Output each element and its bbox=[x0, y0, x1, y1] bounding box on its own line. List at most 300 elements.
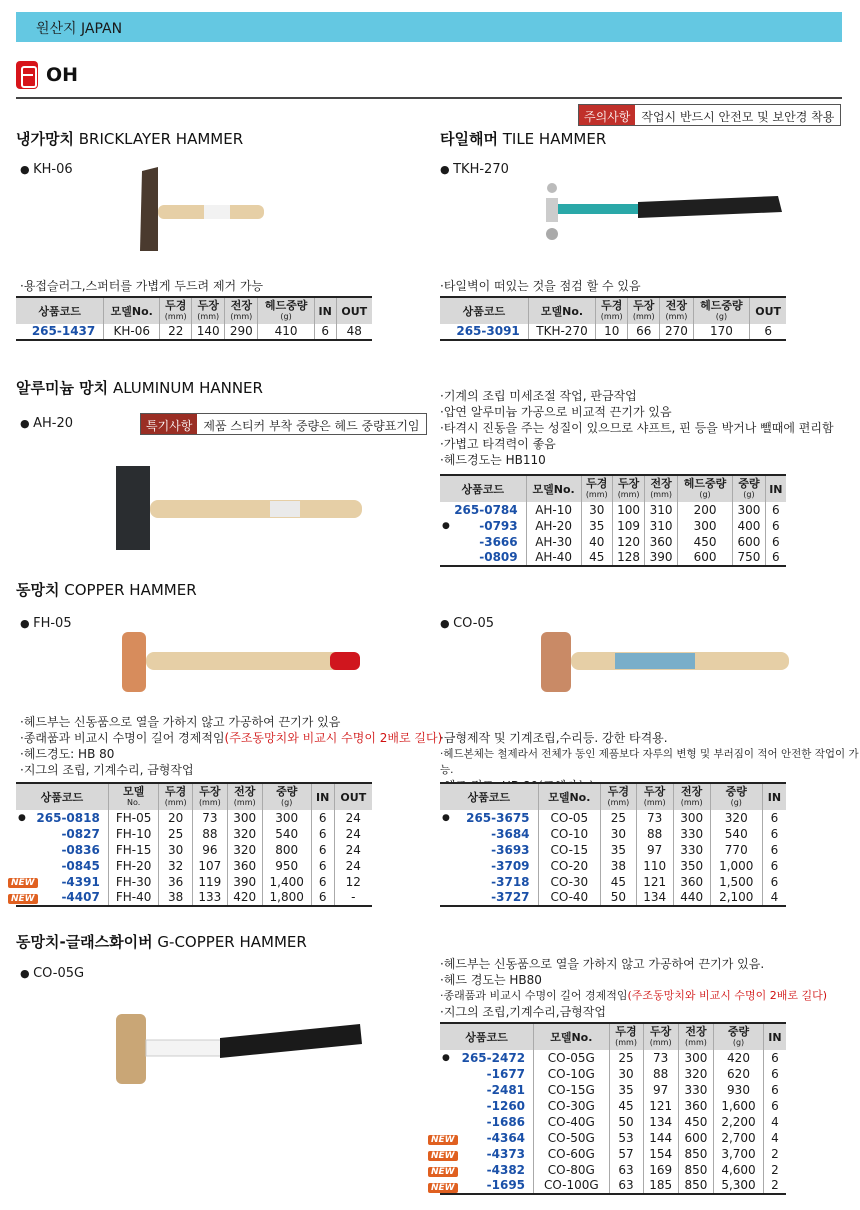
column-header: 두장 (mm) bbox=[192, 783, 227, 810]
table-cell: TKH-270 bbox=[528, 324, 595, 340]
table-row bbox=[440, 1066, 786, 1082]
table-cell: -3666 bbox=[479, 534, 518, 549]
table-cell: 770 bbox=[710, 842, 762, 858]
table-row bbox=[440, 842, 786, 858]
spec-table-aluminum bbox=[440, 474, 786, 567]
brand bbox=[16, 60, 78, 90]
table-cell: 200 bbox=[677, 502, 732, 518]
model-co05g: ● CO-05G bbox=[20, 966, 84, 981]
table-cell: 265-3091 bbox=[456, 324, 520, 338]
spec-table-copper-co bbox=[440, 782, 786, 907]
notes-copper-left bbox=[20, 714, 442, 778]
table-cell: -1677 bbox=[486, 1066, 526, 1081]
table-cell: 45 bbox=[609, 1098, 643, 1114]
spec-table-copper-fh bbox=[16, 782, 372, 907]
column-header: OUT bbox=[750, 297, 786, 324]
column-header: 두장 (mm) bbox=[628, 297, 660, 324]
table-cell: 133 bbox=[192, 890, 227, 906]
table-cell: 24 bbox=[334, 810, 372, 826]
table-cell: 97 bbox=[636, 842, 673, 858]
table-row bbox=[16, 858, 372, 874]
table-cell: ● 265-0818 bbox=[16, 810, 108, 826]
column-header: 상품코드 bbox=[16, 783, 108, 810]
table-cell: CO-30 bbox=[538, 874, 601, 890]
spec-table-glass bbox=[440, 1022, 786, 1195]
table-cell: 300 bbox=[678, 1050, 713, 1066]
table-cell: 300 bbox=[677, 518, 732, 534]
table-cell: 600 bbox=[677, 550, 732, 566]
table-cell: 36 bbox=[159, 874, 193, 890]
table-cell: CO-10 bbox=[538, 826, 601, 842]
column-header: 두장 (mm) bbox=[612, 475, 645, 502]
column-header: 헤드중량 (g) bbox=[693, 297, 750, 324]
bricklayer-hammer-image bbox=[130, 163, 270, 258]
table-cell: 6 bbox=[311, 826, 334, 842]
column-header: 모델No. bbox=[538, 783, 601, 810]
table-header-row bbox=[440, 297, 786, 324]
column-header: 중량 (g) bbox=[733, 475, 766, 502]
column-header: 상품코드 bbox=[440, 297, 528, 324]
table-cell: FH-05 bbox=[108, 810, 159, 826]
table-cell: 6 bbox=[311, 890, 334, 906]
title-en: G-COPPER HAMMER bbox=[152, 933, 307, 951]
table-cell: 2,700 bbox=[714, 1130, 764, 1146]
table-cell: 35 bbox=[581, 518, 612, 534]
table-cell: 6 bbox=[765, 550, 786, 566]
table-cell: 6 bbox=[763, 1098, 786, 1114]
table-cell: 88 bbox=[636, 826, 673, 842]
table-cell: 6 bbox=[763, 1082, 786, 1098]
new-badge: NEW bbox=[428, 1167, 458, 1177]
table-cell: CO-15G bbox=[534, 1082, 610, 1098]
table-cell: FH-40 bbox=[108, 890, 159, 906]
table-cell: 440 bbox=[673, 890, 710, 906]
note-text: ·종래품과 비교시 수명이 길어 경제적임 bbox=[20, 731, 225, 745]
table-cell: 57 bbox=[609, 1146, 643, 1162]
table-cell: 73 bbox=[643, 1050, 678, 1066]
copper-hammer-fh05-image bbox=[118, 628, 368, 696]
table-cell: 6 bbox=[762, 874, 786, 890]
table-cell: 35 bbox=[609, 1082, 643, 1098]
table-cell: 30 bbox=[609, 1066, 643, 1082]
note-text: ·종래품과 비교시 수명이 길어 경제적임 bbox=[440, 989, 628, 1002]
table-cell: -4382 bbox=[486, 1162, 526, 1177]
table-cell: 2 bbox=[763, 1146, 786, 1162]
column-header: OUT bbox=[334, 783, 372, 810]
note-line: ·타격시 진동을 주는 성질이 있으므로 샤프트, 핀 등을 박거나 뺄때에 편리함 bbox=[440, 421, 834, 435]
table-cell: 320 bbox=[227, 826, 262, 842]
title-ko: 타일해머 bbox=[440, 130, 498, 148]
table-cell: -4373 bbox=[486, 1146, 526, 1161]
table-cell: FH-15 bbox=[108, 842, 159, 858]
table-header-row bbox=[16, 783, 372, 810]
table-cell: CO-50G bbox=[534, 1130, 610, 1146]
note-bricklayer: ·용접슬러그,스퍼터를 가볍게 두드려 제거 가능 bbox=[20, 279, 264, 293]
title-ko: 알루미늄 망치 bbox=[16, 379, 109, 397]
column-header: 전장 (mm) bbox=[660, 297, 693, 324]
table-cell: 950 bbox=[262, 858, 311, 874]
table-cell: 420 bbox=[714, 1050, 764, 1066]
table-cell: 450 bbox=[677, 534, 732, 550]
section-title-bricklayer bbox=[16, 128, 243, 149]
column-header: 헤드중량 (g) bbox=[258, 297, 314, 324]
table-cell: 6 bbox=[763, 1050, 786, 1066]
table-cell: KH-06 bbox=[104, 324, 160, 340]
note-line: ·헤드경도는 HB110 bbox=[440, 453, 546, 467]
table-cell: 400 bbox=[733, 518, 766, 534]
column-header: 두장 (mm) bbox=[636, 783, 673, 810]
table-row bbox=[16, 890, 372, 906]
column-header: IN bbox=[311, 783, 334, 810]
column-header: IN bbox=[763, 1023, 786, 1050]
column-header: 두경 (mm) bbox=[601, 783, 637, 810]
table-cell: 66 bbox=[628, 324, 660, 340]
tile-hammer-image bbox=[538, 178, 788, 244]
special-text: 제품 스티커 부착 중량은 헤드 중량표기임 bbox=[197, 414, 425, 434]
column-header: 두경 (mm) bbox=[596, 297, 628, 324]
table-cell: 50 bbox=[601, 890, 637, 906]
column-header: 두경 (mm) bbox=[159, 783, 193, 810]
table-row bbox=[440, 874, 786, 890]
table-row bbox=[16, 324, 372, 340]
new-badge: NEW bbox=[8, 894, 38, 904]
table-cell: 35 bbox=[601, 842, 637, 858]
table-cell: 5,300 bbox=[714, 1178, 764, 1194]
column-header: 전장 (mm) bbox=[225, 297, 258, 324]
table-cell: -2481 bbox=[486, 1082, 526, 1097]
table-cell: -1260 bbox=[486, 1098, 526, 1113]
note-line: ·금형제작 및 기계조립,수리등. 강한 타격용. bbox=[440, 731, 668, 745]
section-title-aluminum bbox=[16, 377, 263, 398]
note-line: ·헤드부는 신동품으로 열을 가하지 않고 가공하여 끈기가 있음 bbox=[20, 715, 341, 729]
table-cell: CO-10G bbox=[534, 1066, 610, 1082]
table-cell: 850 bbox=[678, 1178, 713, 1194]
column-header: 모델 No. bbox=[108, 783, 159, 810]
table-cell: 330 bbox=[678, 1082, 713, 1098]
column-header: 중량 (g) bbox=[714, 1023, 764, 1050]
table-cell: CO-40 bbox=[538, 890, 601, 906]
table-row bbox=[440, 534, 786, 550]
table-cell: 12 bbox=[334, 874, 372, 890]
glass-copper-hammer-image bbox=[110, 1010, 370, 1090]
table-cell: 73 bbox=[192, 810, 227, 826]
table-row bbox=[440, 1114, 786, 1130]
table-cell: -4364 bbox=[486, 1130, 526, 1145]
note-red-text: (주조동망치와 비교시 수명이 2배로 길다) bbox=[627, 989, 828, 1002]
table-row bbox=[16, 810, 372, 826]
note-line: ·헤드경도: HB 80 bbox=[20, 747, 115, 761]
table-cell: 45 bbox=[581, 550, 612, 566]
table-cell: 1,500 bbox=[710, 874, 762, 890]
table-cell: 1,600 bbox=[714, 1098, 764, 1114]
table-row bbox=[440, 1146, 786, 1162]
table-cell: 6 bbox=[750, 324, 786, 340]
title-ko: 동망치 bbox=[16, 581, 60, 599]
table-cell: 540 bbox=[710, 826, 762, 842]
table-cell: -3693 bbox=[491, 842, 530, 857]
table-cell: -1686 bbox=[486, 1114, 526, 1129]
table-cell: 24 bbox=[334, 842, 372, 858]
table-cell: 134 bbox=[636, 890, 673, 906]
oh-logo-icon bbox=[16, 61, 38, 89]
table-row bbox=[16, 826, 372, 842]
column-header: 모델No. bbox=[534, 1023, 610, 1050]
table-cell: 110 bbox=[636, 858, 673, 874]
note-line: ·압연 알루미늄 가공으로 비교적 끈기가 있음 bbox=[440, 405, 672, 419]
table-cell: AH-20 bbox=[526, 518, 581, 534]
table-cell: 30 bbox=[601, 826, 637, 842]
table-cell: -3718 bbox=[491, 874, 530, 889]
new-badge: NEW bbox=[428, 1151, 458, 1161]
model-fh05: ● FH-05 bbox=[20, 616, 72, 631]
table-header-row bbox=[440, 1023, 786, 1050]
table-row bbox=[16, 842, 372, 858]
table-cell: 6 bbox=[765, 518, 786, 534]
table-cell: 2 bbox=[763, 1178, 786, 1194]
table-cell: CO-05 bbox=[538, 810, 601, 826]
table-cell: 6 bbox=[314, 324, 336, 340]
table-row bbox=[440, 1162, 786, 1178]
note-line: ·지그의 조립,기계수리,금형작업 bbox=[440, 1005, 606, 1019]
table-cell: 30 bbox=[159, 842, 193, 858]
model-kh06: ● KH-06 bbox=[20, 162, 73, 177]
table-cell: 48 bbox=[336, 324, 372, 340]
table-cell: CO-30G bbox=[534, 1098, 610, 1114]
table-cell: 134 bbox=[643, 1114, 678, 1130]
brand-name: OH bbox=[46, 64, 79, 86]
table-cell: 25 bbox=[601, 810, 637, 826]
table-cell: 360 bbox=[227, 858, 262, 874]
table-cell: -0845 bbox=[61, 858, 100, 873]
table-cell: 121 bbox=[643, 1098, 678, 1114]
special-tag: 특기사항 bbox=[141, 414, 197, 434]
table-cell: 300 bbox=[733, 502, 766, 518]
caution-tag: 주의사항 bbox=[579, 105, 635, 125]
table-cell: 119 bbox=[192, 874, 227, 890]
table-cell: 6 bbox=[762, 842, 786, 858]
table-cell: 50 bbox=[609, 1114, 643, 1130]
table-cell: 300 bbox=[262, 810, 311, 826]
table-header-row bbox=[440, 475, 786, 502]
table-cell: 40 bbox=[581, 534, 612, 550]
table-cell: 6 bbox=[762, 858, 786, 874]
note-line-economical bbox=[440, 988, 827, 1004]
table-cell: 144 bbox=[643, 1130, 678, 1146]
caution-notice bbox=[578, 104, 841, 126]
table-row bbox=[440, 890, 786, 906]
table-cell: 30 bbox=[581, 502, 612, 518]
divider bbox=[16, 97, 842, 99]
table-cell: 170 bbox=[693, 324, 750, 340]
table-cell: 6 bbox=[762, 826, 786, 842]
model-tkh270: ● TKH-270 bbox=[440, 162, 509, 177]
table-cell: 265-0784 bbox=[454, 502, 518, 517]
table-cell: -3727 bbox=[491, 890, 530, 904]
table-cell: 73 bbox=[636, 810, 673, 826]
column-header: 헤드중량 (g) bbox=[677, 475, 732, 502]
table-row bbox=[440, 810, 786, 826]
column-header: IN bbox=[314, 297, 336, 324]
table-cell: 6 bbox=[311, 858, 334, 874]
section-title-glass bbox=[16, 931, 307, 952]
table-cell: 3,700 bbox=[714, 1146, 764, 1162]
table-cell: 128 bbox=[612, 550, 645, 566]
note-line: ·가볍고 타격력이 좋음 bbox=[440, 437, 556, 451]
table-header-row bbox=[16, 297, 372, 324]
table-cell: CO-60G bbox=[534, 1146, 610, 1162]
column-header: 상품코드 bbox=[440, 475, 526, 502]
table-cell: 360 bbox=[678, 1098, 713, 1114]
table-cell: CO-20 bbox=[538, 858, 601, 874]
table-cell: 100 bbox=[612, 502, 645, 518]
table-cell: 320 bbox=[678, 1066, 713, 1082]
title-en: TILE HAMMER bbox=[497, 130, 607, 148]
column-header: 전장 (mm) bbox=[678, 1023, 713, 1050]
table-row bbox=[440, 1178, 786, 1194]
table-cell: 96 bbox=[192, 842, 227, 858]
note-line-economical bbox=[20, 730, 442, 746]
table-cell: 850 bbox=[678, 1146, 713, 1162]
table-cell: 1,000 bbox=[710, 858, 762, 874]
table-row bbox=[440, 324, 786, 340]
column-header: 모델No. bbox=[526, 475, 581, 502]
table-cell: 330 bbox=[673, 842, 710, 858]
table-cell: 390 bbox=[645, 550, 678, 566]
table-cell: 320 bbox=[227, 842, 262, 858]
table-cell: 1,800 bbox=[262, 890, 311, 906]
table-cell: 320 bbox=[710, 810, 762, 826]
table-cell: 1,400 bbox=[262, 874, 311, 890]
table-cell: 10 bbox=[596, 324, 628, 340]
table-cell: 63 bbox=[609, 1162, 643, 1178]
column-header: 두장 (mm) bbox=[643, 1023, 678, 1050]
table-row bbox=[440, 858, 786, 874]
column-header: 전장 (mm) bbox=[645, 475, 678, 502]
table-row bbox=[440, 502, 786, 518]
aluminum-hammer-image bbox=[110, 460, 370, 556]
table-cell: 109 bbox=[612, 518, 645, 534]
table-cell: 25 bbox=[609, 1050, 643, 1066]
table-cell: -0836 bbox=[61, 842, 100, 857]
origin-bar bbox=[16, 12, 842, 42]
table-cell: 600 bbox=[678, 1130, 713, 1146]
table-row bbox=[440, 1098, 786, 1114]
table-cell: 300 bbox=[227, 810, 262, 826]
table-cell: -3709 bbox=[491, 858, 530, 873]
table-cell: CO-80G bbox=[534, 1162, 610, 1178]
table-cell: 53 bbox=[609, 1130, 643, 1146]
table-cell: 185 bbox=[643, 1178, 678, 1194]
table-cell: 6 bbox=[762, 810, 786, 826]
table-cell: AH-30 bbox=[526, 534, 581, 550]
table-cell: 20 bbox=[159, 810, 193, 826]
table-cell: 2,200 bbox=[714, 1114, 764, 1130]
column-header: 두경 (mm) bbox=[160, 297, 192, 324]
origin-text: 원산지 JAPAN bbox=[36, 21, 123, 37]
table-cell: -3684 bbox=[491, 826, 530, 841]
table-cell: -4391 bbox=[61, 874, 100, 889]
section-title-copper bbox=[16, 579, 197, 600]
table-row bbox=[440, 518, 786, 534]
column-header: 모델No. bbox=[528, 297, 595, 324]
table-cell: -1695 bbox=[486, 1178, 526, 1192]
table-cell: 22 bbox=[160, 324, 192, 340]
title-ko: 냉가망치 bbox=[16, 130, 74, 148]
table-cell: 32 bbox=[159, 858, 193, 874]
table-cell: 24 bbox=[334, 858, 372, 874]
table-cell: 63 bbox=[609, 1178, 643, 1194]
table-cell: 121 bbox=[636, 874, 673, 890]
new-badge: NEW bbox=[8, 878, 38, 888]
table-row bbox=[16, 874, 372, 890]
table-cell: 120 bbox=[612, 534, 645, 550]
table-cell: 6 bbox=[311, 810, 334, 826]
table-cell: 420 bbox=[227, 890, 262, 906]
table-cell: AH-10 bbox=[526, 502, 581, 518]
table-cell: 4 bbox=[762, 890, 786, 906]
title-ko: 동망치-글래스화이버 bbox=[16, 933, 153, 951]
column-header: IN bbox=[762, 783, 786, 810]
new-badge: NEW bbox=[428, 1183, 458, 1193]
table-cell: 270 bbox=[660, 324, 693, 340]
new-badge: NEW bbox=[428, 1135, 458, 1145]
table-cell: AH-40 bbox=[526, 550, 581, 566]
column-header: 두경 (mm) bbox=[581, 475, 612, 502]
table-cell: 88 bbox=[192, 826, 227, 842]
table-cell: 930 bbox=[714, 1082, 764, 1098]
table-cell: 6 bbox=[765, 502, 786, 518]
column-header: 두장 (mm) bbox=[192, 297, 225, 324]
table-cell: -4407 bbox=[61, 890, 100, 904]
table-cell: ● 265-2472 bbox=[440, 1050, 534, 1066]
note-line: ·헤드 경도는 HB80 bbox=[440, 973, 542, 987]
table-cell: 6 bbox=[311, 874, 334, 890]
table-row bbox=[440, 550, 786, 566]
column-header: 모델No. bbox=[104, 297, 160, 324]
copper-hammer-co05-image bbox=[535, 628, 795, 696]
table-cell: 540 bbox=[262, 826, 311, 842]
table-cell: 45 bbox=[601, 874, 637, 890]
table-row bbox=[440, 1082, 786, 1098]
notes-glass bbox=[440, 956, 827, 1020]
table-cell: 265-1437 bbox=[31, 324, 96, 338]
note-line: ·헤드본체는 철제라서 전체가 동인 제품보다 자루의 변형 및 부러짐이 적어 안전한 작업이 가능. bbox=[440, 748, 859, 776]
title-en: COPPER HAMMER bbox=[59, 581, 197, 599]
table-cell: 88 bbox=[643, 1066, 678, 1082]
table-cell: 4 bbox=[763, 1114, 786, 1130]
table-cell: 2 bbox=[763, 1162, 786, 1178]
table-cell: -0809 bbox=[479, 550, 518, 564]
table-cell: 38 bbox=[159, 890, 193, 906]
column-header: 상품코드 bbox=[16, 297, 104, 324]
table-cell: 6 bbox=[763, 1066, 786, 1082]
column-header: 두경 (mm) bbox=[609, 1023, 643, 1050]
table-cell: FH-10 bbox=[108, 826, 159, 842]
table-cell: 154 bbox=[643, 1146, 678, 1162]
special-notice bbox=[140, 413, 427, 435]
note-tile: ·타일벽이 떠있는 것을 점검 할 수 있음 bbox=[440, 279, 641, 293]
table-cell: 360 bbox=[645, 534, 678, 550]
table-cell: 4,600 bbox=[714, 1162, 764, 1178]
table-cell: FH-20 bbox=[108, 858, 159, 874]
table-cell: 24 bbox=[334, 826, 372, 842]
table-cell: CO-15 bbox=[538, 842, 601, 858]
model-ah20: ● AH-20 bbox=[20, 416, 73, 431]
table-cell: 25 bbox=[159, 826, 193, 842]
table-cell: 850 bbox=[678, 1162, 713, 1178]
note-line: ·지그의 조립, 기계수리, 금형작업 bbox=[20, 763, 194, 777]
column-header: 전장 (mm) bbox=[227, 783, 262, 810]
